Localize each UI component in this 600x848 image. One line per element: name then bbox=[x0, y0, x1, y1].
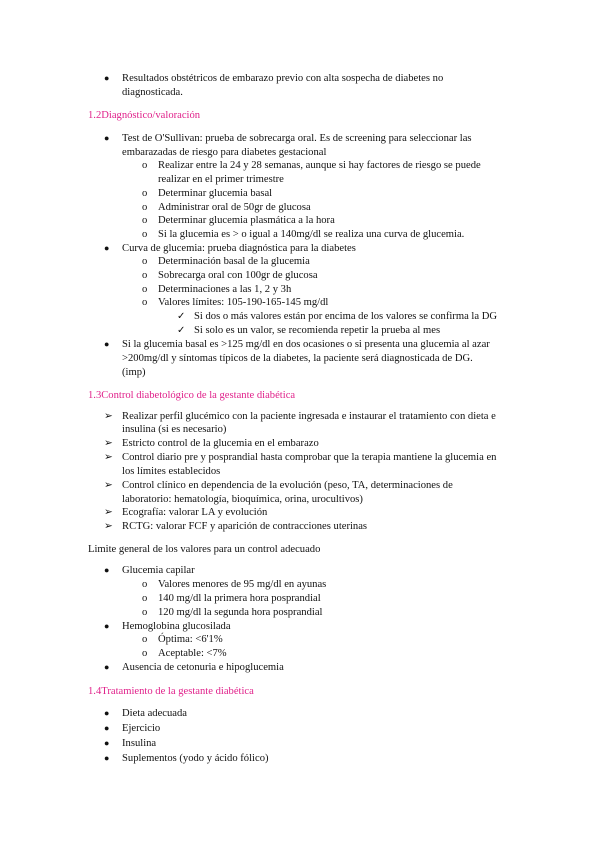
sub-item-line: realizar en el primer trimestre bbox=[158, 174, 284, 185]
section-heading-tratamiento: 1.4Tratamiento de la gestante diabética bbox=[88, 686, 254, 697]
hollow-circle-icon: o bbox=[142, 256, 148, 267]
hollow-circle-icon: o bbox=[142, 284, 148, 295]
list-item-line: Si la glucemia basal es >125 mg/dl en dos ocasiones o si presenta una glucemia al azar bbox=[122, 339, 490, 350]
list-item-line: Test de O'Sullivan: prueba de sobrecarga oral. Es de screening para seleccionar las bbox=[122, 133, 472, 144]
bullet-dot-icon: ● bbox=[104, 621, 110, 631]
sub-item-line: Óptima: <6'1% bbox=[158, 634, 223, 645]
sub-item-line: 120 mg/dl la segunda hora posprandial bbox=[158, 607, 323, 618]
list-item-line: RCTG: valorar FCF y aparición de contracciones uterinas bbox=[122, 521, 368, 532]
checkmark-icon: ✓ bbox=[177, 325, 186, 336]
hollow-circle-icon: o bbox=[142, 634, 148, 645]
hollow-circle-icon: o bbox=[142, 188, 148, 199]
sub-item-line: Determinaciones a las 1, 2 y 3h bbox=[158, 284, 292, 295]
list-item-line: insulina (si es necesario) bbox=[122, 424, 227, 435]
check-item-line: Si dos o más valores están por encima de los valores se confirma la DG bbox=[194, 311, 498, 322]
arrow-bullet-icon: ➢ bbox=[104, 438, 113, 449]
hollow-circle-icon: o bbox=[142, 579, 148, 590]
sub-item-line: Aceptable: <7% bbox=[158, 648, 227, 659]
list-item-line: >200mg/dl y síntomas típicos de la diabetes, la paciente será diagnosticada de DG. bbox=[122, 353, 473, 364]
bullet-dot-icon: ● bbox=[104, 243, 110, 253]
bullet-dot-icon: ● bbox=[104, 73, 110, 83]
arrow-bullet-icon: ➢ bbox=[104, 507, 113, 518]
sub-item-line: Valores menores de 95 mg/dl en ayunas bbox=[158, 579, 327, 590]
bullet-dot-icon: ● bbox=[104, 738, 110, 748]
arrow-bullet-icon: ➢ bbox=[104, 452, 113, 463]
sub-item-line: Realizar entre la 24 y 28 semanas, aunque si hay factores de riesgo se puede bbox=[158, 160, 481, 171]
list-item-line: Ejercicio bbox=[122, 723, 161, 734]
list-item-line: Estricto control de la glucemia en el embarazo bbox=[122, 438, 319, 449]
list-item-line: Resultados obstétricos de embarazo previo con alta sospecha de diabetes no bbox=[122, 73, 444, 84]
list-item-line: laboratorio: hematología, bioquímica, orina, urocultivos) bbox=[122, 494, 363, 505]
sub-item-line: Determinar glucemia plasmática a la hora bbox=[158, 215, 335, 226]
list-item-line: Suplementos (yodo y ácido fólico) bbox=[122, 753, 269, 764]
list-item-line: Ecografía: valorar LA y evolución bbox=[122, 507, 268, 518]
sub-item-line: Valores límites: 105-190-165-145 mg/dl bbox=[158, 297, 329, 308]
list-item-line: Control clínico en dependencia de la evolución (peso, TA, determinaciones de bbox=[122, 480, 453, 491]
bullet-dot-icon: ● bbox=[104, 339, 110, 349]
bullet-dot-icon: ● bbox=[104, 723, 110, 733]
hollow-circle-icon: o bbox=[142, 270, 148, 281]
hollow-circle-icon: o bbox=[142, 593, 148, 604]
list-item-line: Curva de glucemia: prueba diagnóstica para la diabetes bbox=[122, 243, 356, 254]
list-item-line: embarazadas de riesgo para diabetes gestacional bbox=[122, 147, 327, 158]
sub-item-line: Administrar oral de 50gr de glucosa bbox=[158, 202, 311, 213]
arrow-bullet-icon: ➢ bbox=[104, 521, 113, 532]
list-item-line: Insulina bbox=[122, 738, 157, 749]
bullet-dot-icon: ● bbox=[104, 662, 110, 672]
sub-item-line: Determinación basal de la glucemia bbox=[158, 256, 310, 267]
hollow-circle-icon: o bbox=[142, 202, 148, 213]
arrow-bullet-icon: ➢ bbox=[104, 411, 113, 422]
bullet-dot-icon: ● bbox=[104, 565, 110, 575]
hollow-circle-icon: o bbox=[142, 607, 148, 618]
sub-item-line: Determinar glucemia basal bbox=[158, 188, 273, 199]
hollow-circle-icon: o bbox=[142, 648, 148, 659]
checkmark-icon: ✓ bbox=[177, 311, 186, 322]
sub-item-line: Si la glucemia es > o igual a 140mg/dl se realiza una curva de glucemia. bbox=[158, 229, 465, 240]
check-item-line: Si solo es un valor, se recomienda repetir la prueba al mes bbox=[194, 325, 441, 336]
list-item-line: Dieta adecuada bbox=[122, 708, 187, 719]
hollow-circle-icon: o bbox=[142, 229, 148, 240]
section-heading-control: 1.3Control diabetológico de la gestante diabética bbox=[88, 390, 296, 401]
list-item-line: Realizar perfil glucémico con la paciente ingresada e instaurar el tratamiento con dieta e bbox=[122, 411, 496, 422]
list-item-line: Control diario pre y posprandial hasta comprobar que la terapia mantiene la glucemia en bbox=[122, 452, 497, 463]
arrow-bullet-icon: ➢ bbox=[104, 480, 113, 491]
paragraph-limits-title: Limite general de los valores para un control adecuado bbox=[88, 544, 321, 555]
list-item-line: (imp) bbox=[122, 367, 146, 378]
list-item-line: Ausencia de cetonuria e hipoglucemia bbox=[122, 662, 284, 673]
hollow-circle-icon: o bbox=[142, 160, 148, 171]
bullet-dot-icon: ● bbox=[104, 708, 110, 718]
bullet-dot-icon: ● bbox=[104, 133, 110, 143]
sub-item-line: 140 mg/dl la primera hora posprandial bbox=[158, 593, 321, 604]
hollow-circle-icon: o bbox=[142, 215, 148, 226]
sub-item-line: Sobrecarga oral con 100gr de glucosa bbox=[158, 270, 318, 281]
list-item-line: Glucemia capilar bbox=[122, 565, 195, 576]
list-item-line: Hemoglobina glucosilada bbox=[122, 621, 231, 632]
list-item-line: diagnosticada. bbox=[122, 87, 183, 98]
section-heading-diagnostico: 1.2Diagnóstico/valoración bbox=[88, 110, 201, 121]
hollow-circle-icon: o bbox=[142, 297, 148, 308]
bullet-dot-icon: ● bbox=[104, 753, 110, 763]
list-item-line: los límites establecidos bbox=[122, 466, 221, 477]
